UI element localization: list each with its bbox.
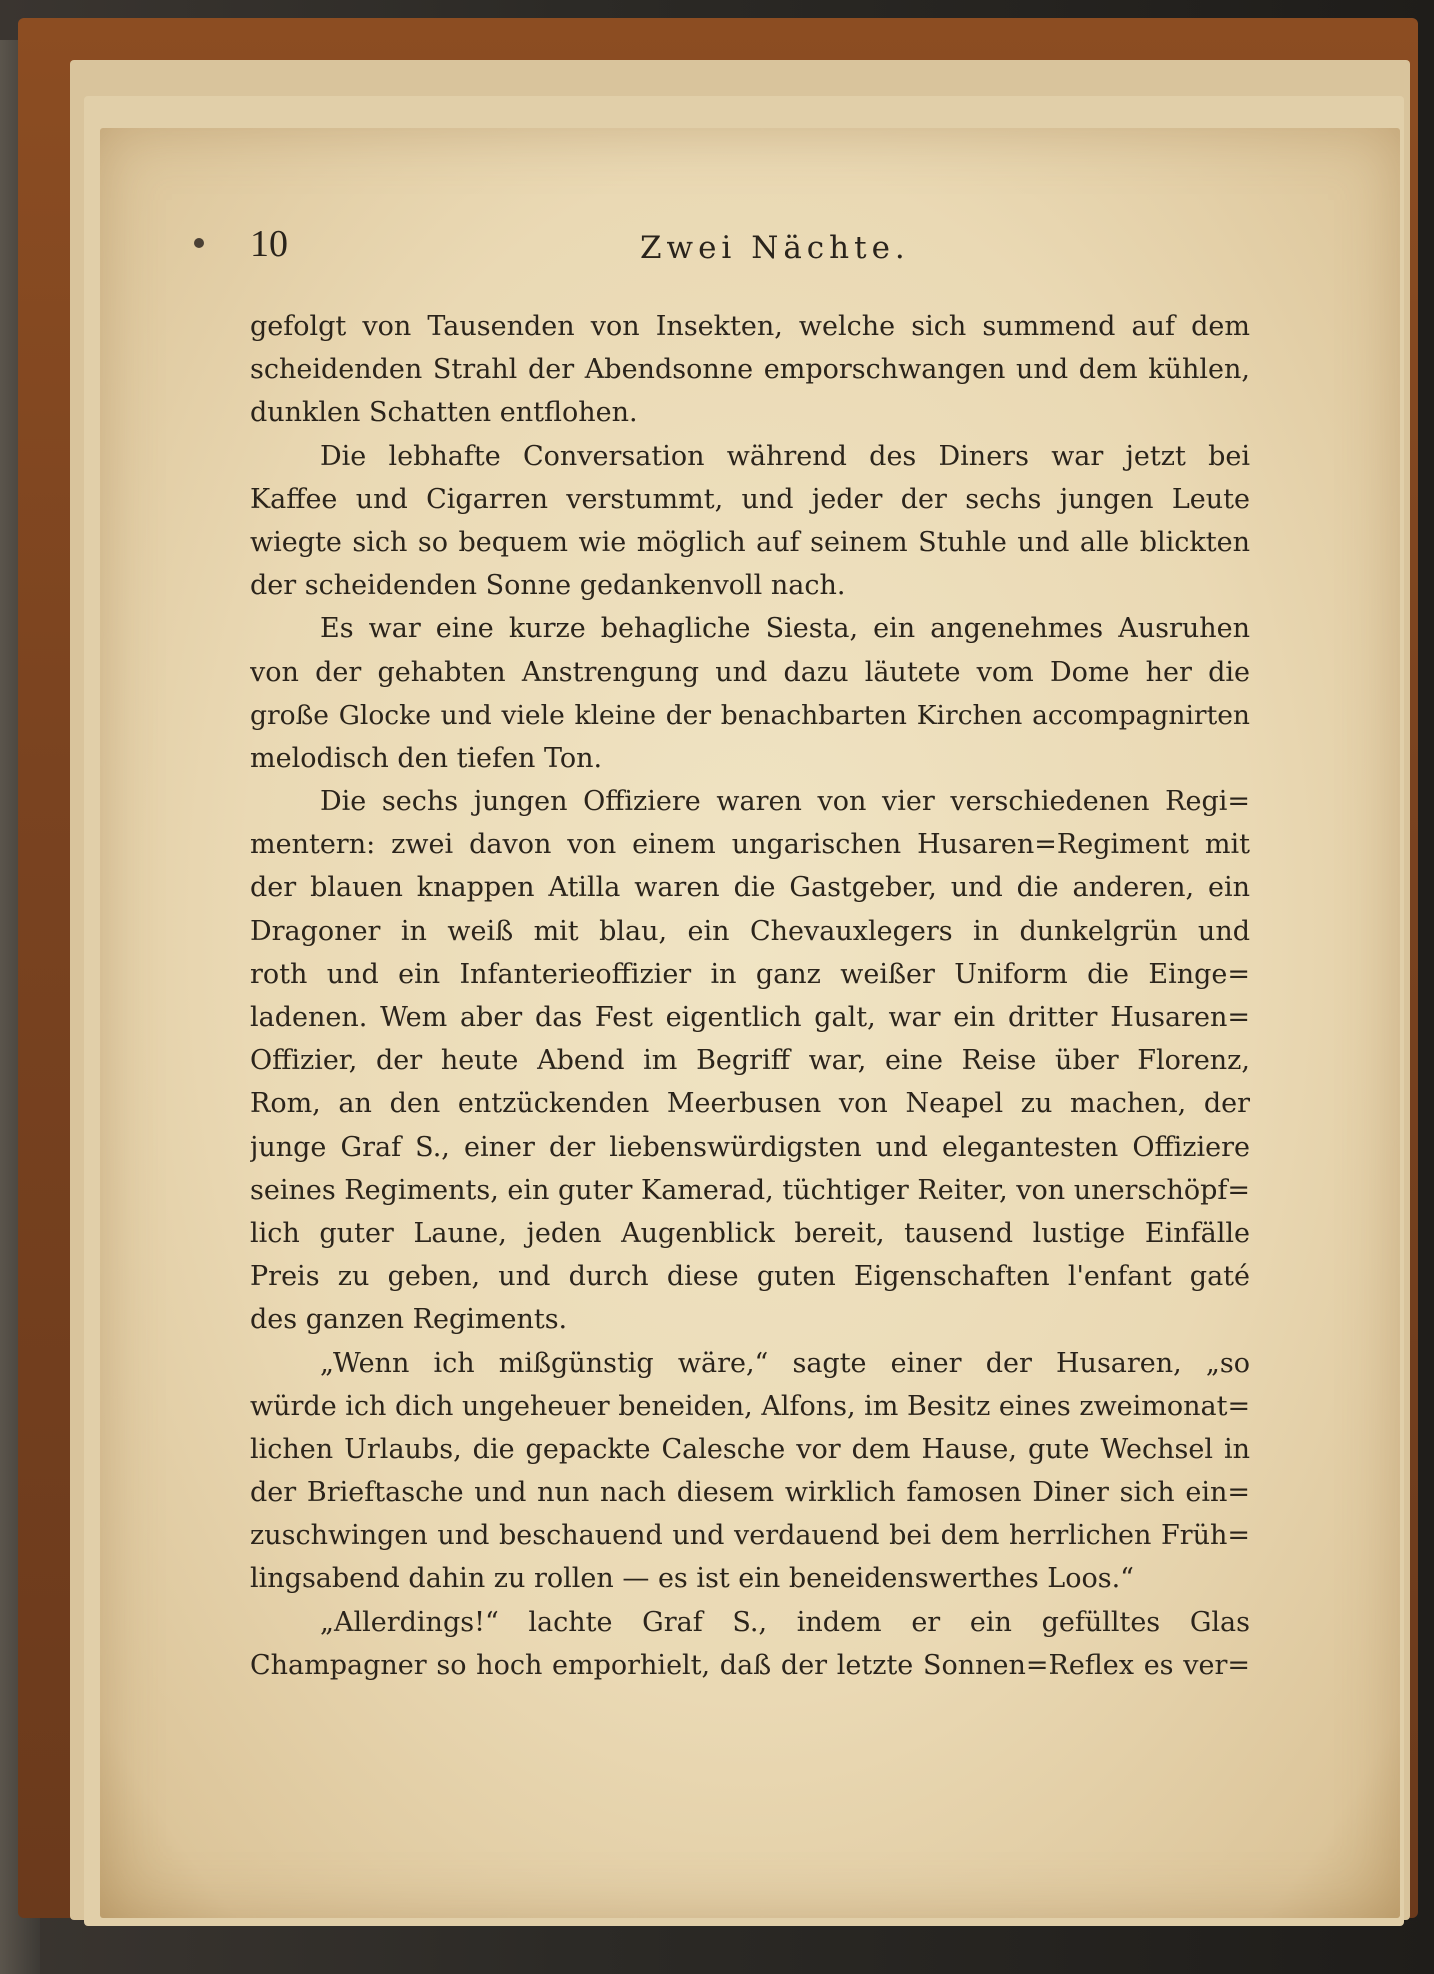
text-line: „Allerdings!“ lachte Graf S., indem er ein gefülltes Glas [320, 1606, 1250, 1638]
text-line: ladenen. Wem aber das Fest eigentlich galt, war ein dritter Husaren= [250, 1002, 1250, 1033]
text-line: große Glocke und viele kleine der benachbarten Kirchen accompagnirten [250, 699, 1250, 731]
text-line: der Brieftasche und nun nach diesem wirklich famosen Diner sich ein= [250, 1477, 1250, 1509]
text-line: melodisch den tiefen Ton. [250, 742, 603, 774]
margin-dot [194, 238, 204, 248]
text-line: Champagner so hoch emporhielt, daß der letzte Sonnen=Reflex es ver= [250, 1649, 1250, 1681]
text-line: Die sechs jungen Offiziere waren von vier verschiedenen Regi= [320, 786, 1250, 818]
text-line: lich guter Laune, jeden Augenblick bereit, tausend lustige Einfälle [250, 1217, 1250, 1249]
text-line: „Wenn ich mißgünstig wäre,“ sagte einer der Husaren, „so [320, 1347, 1250, 1379]
page-number: 10 [250, 223, 288, 265]
text-line: Offizier, der heute Abend im Begriff war, eine Reise über Florenz, [250, 1045, 1250, 1077]
text-line: gefolgt von Tausenden von Insekten, welche sich summend auf dem [250, 311, 1250, 342]
text-line: Es war eine kurze behagliche Siesta, ein angenehmes Ausruhen [320, 613, 1250, 645]
text-line: mentern: zwei davon von einem ungarischen Husaren=Regiment mit [250, 829, 1250, 861]
text-line: des ganzen Regiments. [250, 1304, 568, 1336]
page-header [250, 222, 1250, 282]
text-line: dunklen Schatten entflohen. [250, 397, 638, 429]
text-line: Rom, an den entzückenden Meerbusen von Neapel zu machen, der [250, 1088, 1250, 1120]
text-line: lingsabend dahin zu rollen — es ist ein beneidenswerthes Loos.“ [250, 1563, 1134, 1595]
text-line: scheidenden Strahl der Abendsonne emporschwangen und dem kühlen, [250, 354, 1250, 386]
text-line: seines Regiments, ein guter Kamerad, tüchtiger Reiter, von unerschöpf= [250, 1174, 1250, 1206]
text-line: Dragoner in weiß mit blau, ein Chevauxlegers in dunkelgrün und [250, 915, 1250, 947]
text-line: Preis zu geben, und durch diese guten Eigenschaften l'enfant gaté [250, 1261, 1250, 1293]
text-line: wiegte sich so bequem wie möglich auf seinem Stuhle und alle blickten [250, 526, 1250, 558]
text-line: Die lebhafte Conversation während des Diners war jetzt bei [320, 440, 1250, 472]
body-text [250, 305, 1250, 1687]
text-line: würde ich dich ungeheuer beneiden, Alfons, im Besitz eines zweimonat= [250, 1390, 1250, 1422]
text-line: junge Graf S., einer der liebenswürdigsten und elegantesten Offiziere [250, 1131, 1250, 1163]
text-line: der blauen knappen Atilla waren die Gastgeber, und die anderen, ein [250, 872, 1250, 904]
text-line: zuschwingen und beschauend und verdauend bei dem herrlichen Früh= [250, 1520, 1250, 1552]
text-line: Kaffee und Cigarren verstummt, und jeder der sechs jungen Leute [250, 483, 1250, 515]
text-line: von der gehabten Anstrengung und dazu läutete vom Dome her die [250, 656, 1250, 688]
text-line: der scheidenden Sonne gedankenvoll nach. [250, 570, 846, 602]
text-line: lichen Urlaubs, die gepackte Calesche vor dem Hause, gute Wechsel in [250, 1433, 1250, 1465]
text-line: roth und ein Infanterieoffizier in ganz weißer Uniform die Einge= [250, 958, 1250, 990]
running-title: Zwei Nächte. [640, 230, 910, 266]
